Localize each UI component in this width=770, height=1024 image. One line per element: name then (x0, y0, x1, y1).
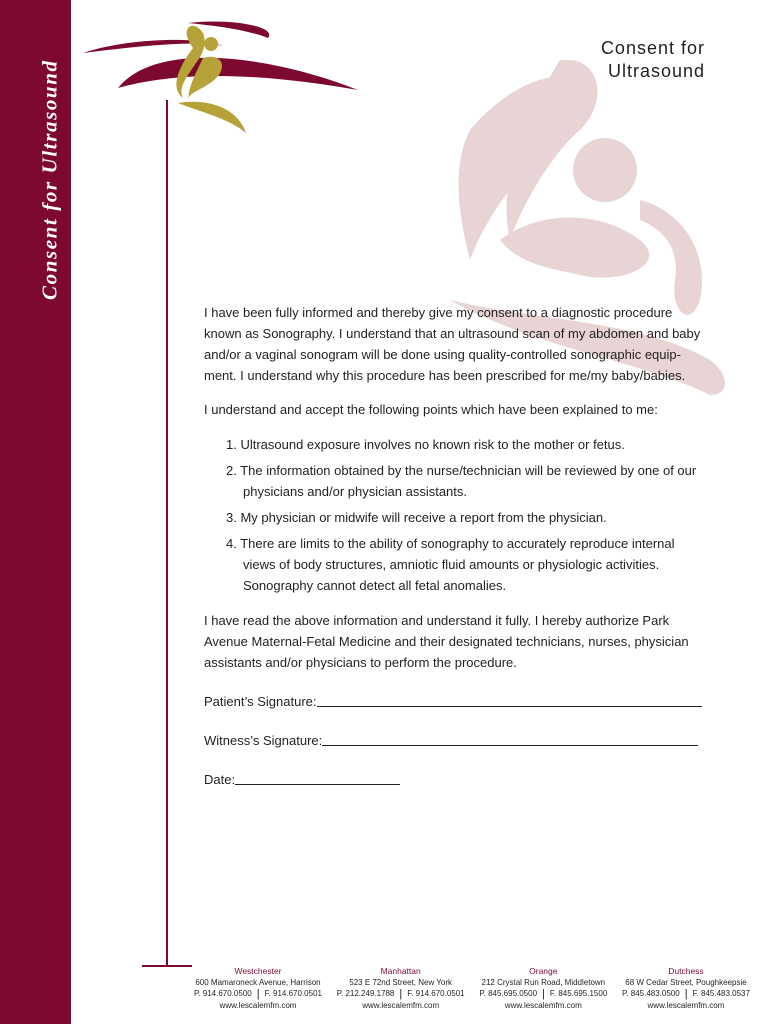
intro-paragraph: I have been fully informed and thereby give my consent to a diagnostic procedure known as Sonography. I understand that an ultrasound scan of my abdomen and baby and/or a vaginal sonogram will be done using quality-controlled sonographic equip-ment. I understand why this procedure has been prescribed for me/my baby/babies. (204, 305, 701, 383)
consent-points (226, 434, 704, 596)
office-address: 523 E 72nd Street, New York (349, 978, 453, 987)
office-phone: P. 845.483.0500 (622, 989, 680, 998)
office-orange (473, 966, 613, 1011)
office-address: 68 W Cedar Street, Poughkeepsie (625, 978, 747, 987)
office-address: 212 Crystal Run Road, Middletown (481, 978, 606, 987)
vertical-rule (166, 100, 168, 965)
horizontal-rule (142, 965, 192, 967)
office-name: Westchester (234, 966, 282, 976)
office-phone: P. 212.249.1788 (336, 989, 395, 998)
office-fax: F. 845.695.1500 (549, 989, 608, 998)
authorize-paragraph: I have read the above information and understand it fully. I hereby authorize Park Avenue Maternal-Fetal Medicine and their designated technicians, nurses, physician assistants and/or physicians to perform the procedure. (204, 613, 689, 670)
office-name: Orange (529, 966, 558, 976)
office-web-link[interactable]: www.lescalemfm.com (647, 1001, 725, 1010)
footer-offices (188, 966, 756, 1011)
document-title (601, 37, 705, 83)
office-name: Dutchess (668, 966, 704, 976)
consent-point: 4. There are limits to the ability of sonography to accurately reproduce internal views of body structures, amniotic fluid amounts or physiologic activities. Sonography cannot detect all fetal anomalies. (226, 536, 675, 593)
title-line-2: Ultrasound (607, 61, 705, 81)
patient-signature-field[interactable] (317, 692, 702, 707)
office-phones: P. 845.695.0500 | F. 845.695.1500 (479, 988, 608, 1000)
office-westchester (188, 966, 328, 1011)
office-web-link[interactable]: www.lescalemfm.com (219, 1001, 297, 1010)
office-dutchess (616, 966, 756, 1011)
witness-signature-label: Witness’s Signature: (204, 733, 323, 748)
office-phones: P. 212.249.1788 | F. 914.670.0501 (336, 988, 465, 1000)
office-address: 600 Mamaroneck Avenue, Harrison (195, 978, 321, 987)
office-name: Manhattan (380, 966, 421, 976)
side-title: Consent for Ultrasound (37, 59, 62, 300)
date-field[interactable] (235, 770, 400, 785)
title-line-1: Consent for (600, 38, 705, 58)
patient-signature-label: Patient’s Signature: (204, 694, 317, 709)
office-phone: P. 845.695.0500 (479, 989, 538, 998)
witness-signature-row (204, 730, 704, 751)
patient-signature-row (204, 691, 704, 712)
witness-signature-field[interactable] (322, 731, 698, 746)
office-web-link[interactable]: www.lescalemfm.com (362, 1001, 440, 1010)
office-fax: F. 914.670.0501 (264, 989, 322, 998)
office-fax: F. 845.483.0537 (692, 989, 750, 998)
accept-paragraph: I understand and accept the following points which have been explained to me: (204, 402, 658, 417)
office-phone: P. 914.670.0500 (194, 989, 252, 998)
mother-and-child-logo-icon (78, 18, 368, 138)
consent-point: 2. The information obtained by the nurse/technician will be reviewed by one of our physicians and/or physician assistants. (226, 463, 697, 499)
side-band (0, 0, 71, 1024)
office-fax: F. 914.670.0501 (407, 989, 465, 998)
date-label: Date: (204, 772, 236, 787)
office-phones: P. 845.483.0500 | F. 845.483.0537 (622, 988, 750, 1000)
office-phones: P. 914.670.0500 | F. 914.670.0501 (194, 988, 322, 1000)
consent-point: 3. My physician or midwife will receive a report from the physician. (226, 510, 607, 525)
consent-point: 1. Ultrasound exposure involves no known risk to the mother or fetus. (226, 437, 625, 452)
office-web-link[interactable]: www.lescalemfm.com (504, 1001, 582, 1010)
office-manhattan (331, 966, 471, 1011)
consent-body (204, 302, 704, 808)
date-row (204, 769, 704, 790)
